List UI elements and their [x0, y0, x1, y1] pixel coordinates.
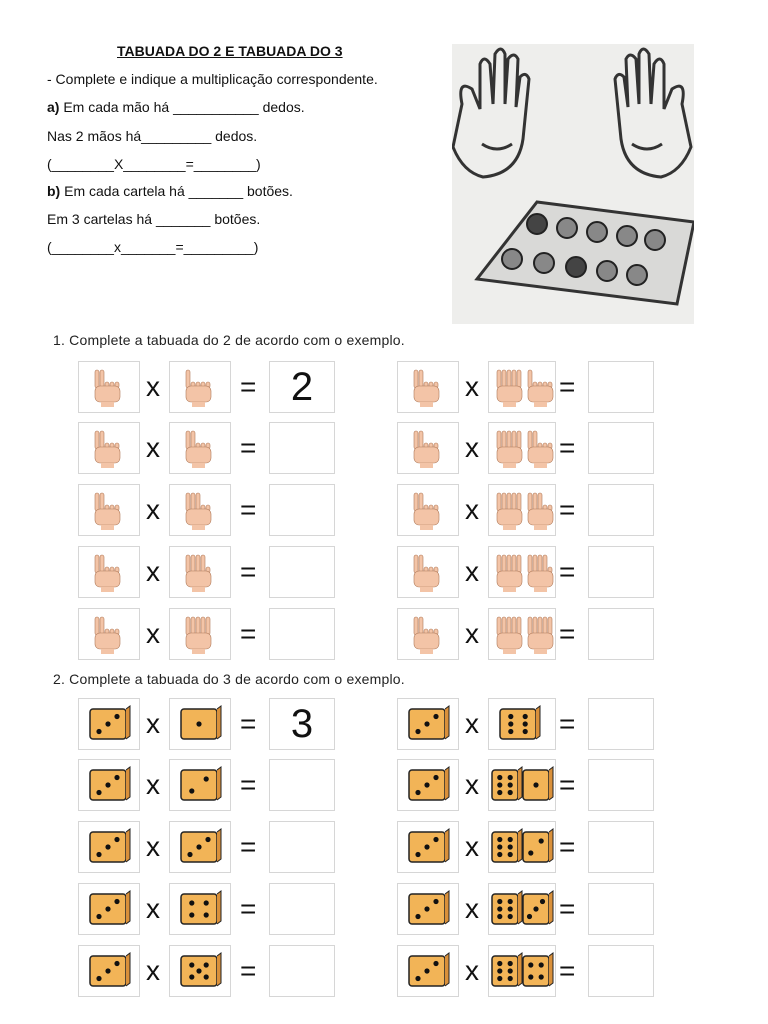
answer-box[interactable]	[269, 608, 335, 660]
equals-sign: =	[559, 831, 576, 862]
answer-box[interactable]	[588, 945, 654, 997]
hand-factor-a-cell	[397, 484, 459, 536]
question-b-line2: Em 3 cartelas há _______ botões.	[47, 211, 261, 227]
equals-sign: =	[240, 432, 257, 463]
hand-factor-a-cell	[397, 422, 459, 474]
die-factor-a-cell	[78, 698, 140, 750]
answer-box[interactable]	[269, 546, 335, 598]
die-factor-b-cell	[169, 821, 231, 873]
question-a-equation: (________X________=________)	[47, 156, 261, 172]
die-icon	[522, 952, 554, 988]
times-sign: x	[465, 556, 479, 587]
question-b	[47, 183, 293, 199]
die-factor-b-cell	[488, 945, 556, 997]
die-icon	[491, 890, 523, 926]
hand-factor-a-cell	[78, 608, 140, 660]
die-icon	[89, 890, 131, 926]
die-factor-a-cell	[397, 821, 459, 873]
die-factor-b-cell	[169, 759, 231, 811]
hand-factor-b-cell	[488, 361, 556, 413]
times-sign: x	[465, 618, 479, 649]
die-factor-a-cell	[78, 945, 140, 997]
answer-box[interactable]	[588, 883, 654, 935]
equals-sign: =	[559, 494, 576, 525]
answer-box[interactable]	[269, 945, 335, 997]
equals-sign: =	[240, 371, 257, 402]
die-icon	[180, 890, 222, 926]
question-a-label: a)	[47, 99, 60, 115]
die-icon	[89, 828, 131, 864]
hand-factor-b-cell	[169, 422, 231, 474]
question-a-text: Em cada mão há ___________ dedos.	[59, 99, 305, 115]
equals-sign: =	[240, 769, 257, 800]
die-icon	[499, 705, 541, 741]
die-factor-b-cell	[488, 698, 556, 750]
die-icon	[522, 766, 554, 802]
hand-factor-a-cell	[78, 546, 140, 598]
hand-icon	[522, 615, 558, 655]
hand-icon	[522, 368, 558, 408]
equals-sign: =	[559, 708, 576, 739]
hand-icon	[408, 491, 444, 531]
hand-factor-a-cell	[78, 361, 140, 413]
times-sign: x	[465, 769, 479, 800]
times-sign: x	[146, 432, 160, 463]
die-icon	[408, 766, 450, 802]
die-icon	[180, 705, 222, 741]
die-icon	[180, 766, 222, 802]
die-icon	[89, 766, 131, 802]
die-factor-b-cell	[488, 759, 556, 811]
hand-factor-b-cell	[488, 608, 556, 660]
die-icon	[491, 828, 523, 864]
times-sign: x	[146, 769, 160, 800]
times-sign: x	[465, 494, 479, 525]
die-factor-b-cell	[169, 698, 231, 750]
hand-factor-a-cell	[78, 484, 140, 536]
hand-factor-a-cell	[397, 546, 459, 598]
hand-icon	[180, 615, 216, 655]
equals-sign: =	[240, 618, 257, 649]
hand-icon	[180, 553, 216, 593]
die-icon	[180, 952, 222, 988]
die-factor-a-cell	[78, 759, 140, 811]
hand-icon	[180, 429, 216, 469]
equals-sign: =	[559, 893, 576, 924]
section-1-heading: 1. Complete a tabuada do 2 de acordo com o exemplo.	[53, 332, 405, 348]
hand-icon	[89, 368, 125, 408]
times-sign: x	[465, 371, 479, 402]
die-icon	[522, 828, 554, 864]
equals-sign: =	[240, 556, 257, 587]
hand-factor-b-cell	[488, 422, 556, 474]
hand-factor-b-cell	[488, 546, 556, 598]
question-b-text: Em cada cartela há _______ botões.	[60, 183, 293, 199]
times-sign: x	[146, 494, 160, 525]
hand-factor-a-cell	[397, 361, 459, 413]
die-factor-b-cell	[169, 945, 231, 997]
die-icon	[408, 705, 450, 741]
die-icon	[89, 705, 131, 741]
answer-box[interactable]	[269, 883, 335, 935]
answer-box[interactable]	[588, 821, 654, 873]
equals-sign: =	[240, 831, 257, 862]
die-factor-a-cell	[397, 945, 459, 997]
equals-sign: =	[559, 955, 576, 986]
answer-box[interactable]	[269, 759, 335, 811]
answer-box[interactable]	[588, 759, 654, 811]
question-b-label: b)	[47, 183, 61, 199]
times-sign: x	[465, 893, 479, 924]
equals-sign: =	[559, 556, 576, 587]
die-icon	[491, 952, 523, 988]
answer-box[interactable]	[588, 546, 654, 598]
hand-icon	[89, 429, 125, 469]
hand-factor-b-cell	[169, 361, 231, 413]
hand-icon	[408, 429, 444, 469]
times-sign: x	[146, 556, 160, 587]
equals-sign: =	[559, 432, 576, 463]
hand-icon	[522, 429, 558, 469]
hand-icon	[180, 491, 216, 531]
question-b-equation: (________x_______=_________)	[47, 239, 259, 255]
hand-icon	[89, 615, 125, 655]
times-sign: x	[146, 618, 160, 649]
hand-factor-a-cell	[78, 422, 140, 474]
hand-factor-b-cell	[488, 484, 556, 536]
die-factor-a-cell	[397, 883, 459, 935]
hand-icon	[89, 491, 125, 531]
times-sign: x	[465, 831, 479, 862]
answer-box[interactable]	[269, 422, 335, 474]
hand-factor-b-cell	[169, 546, 231, 598]
answer-box[interactable]: 3	[269, 698, 335, 750]
die-icon	[408, 890, 450, 926]
answer-box[interactable]	[269, 821, 335, 873]
equals-sign: =	[240, 955, 257, 986]
answer-box[interactable]	[588, 484, 654, 536]
hand-factor-b-cell	[169, 484, 231, 536]
answer-box[interactable]	[588, 361, 654, 413]
times-sign: x	[146, 955, 160, 986]
hand-icon	[408, 368, 444, 408]
answer-box[interactable]	[588, 698, 654, 750]
equals-sign: =	[240, 708, 257, 739]
die-icon	[408, 952, 450, 988]
times-sign: x	[465, 708, 479, 739]
times-sign: x	[146, 371, 160, 402]
instruction-text: - Complete e indique a multiplicação correspondente.	[47, 71, 378, 87]
hand-icon	[522, 491, 558, 531]
hand-factor-a-cell	[397, 608, 459, 660]
equals-sign: =	[559, 769, 576, 800]
times-sign: x	[146, 893, 160, 924]
times-sign: x	[146, 708, 160, 739]
hand-icon	[89, 553, 125, 593]
die-factor-a-cell	[397, 759, 459, 811]
hand-icon	[408, 553, 444, 593]
answer-box[interactable]	[588, 608, 654, 660]
die-icon	[408, 828, 450, 864]
question-a-line2: Nas 2 mãos há_________ dedos.	[47, 128, 258, 144]
die-factor-b-cell	[488, 821, 556, 873]
answer-box[interactable]: 2	[269, 361, 335, 413]
die-factor-a-cell	[78, 883, 140, 935]
die-factor-a-cell	[78, 821, 140, 873]
question-a	[47, 99, 305, 115]
die-factor-a-cell	[397, 698, 459, 750]
equals-sign: =	[559, 618, 576, 649]
die-factor-b-cell	[488, 883, 556, 935]
hand-icon	[408, 615, 444, 655]
equals-sign: =	[240, 893, 257, 924]
die-icon	[180, 828, 222, 864]
hand-icon	[522, 553, 558, 593]
hands-and-buttons-photo	[452, 44, 694, 324]
equals-sign: =	[559, 371, 576, 402]
buttons-card-photo	[452, 44, 694, 324]
section-2-heading: 2. Complete a tabuada do 3 de acordo com o exemplo.	[53, 671, 405, 687]
die-icon	[89, 952, 131, 988]
times-sign: x	[146, 831, 160, 862]
hand-factor-b-cell	[169, 608, 231, 660]
die-factor-b-cell	[169, 883, 231, 935]
answer-box[interactable]	[269, 484, 335, 536]
answer-box[interactable]	[588, 422, 654, 474]
page-title: TABUADA DO 2 E TABUADA DO 3	[117, 43, 343, 59]
die-icon	[522, 890, 554, 926]
times-sign: x	[465, 432, 479, 463]
die-icon	[491, 766, 523, 802]
times-sign: x	[465, 955, 479, 986]
equals-sign: =	[240, 494, 257, 525]
hand-icon	[180, 368, 216, 408]
